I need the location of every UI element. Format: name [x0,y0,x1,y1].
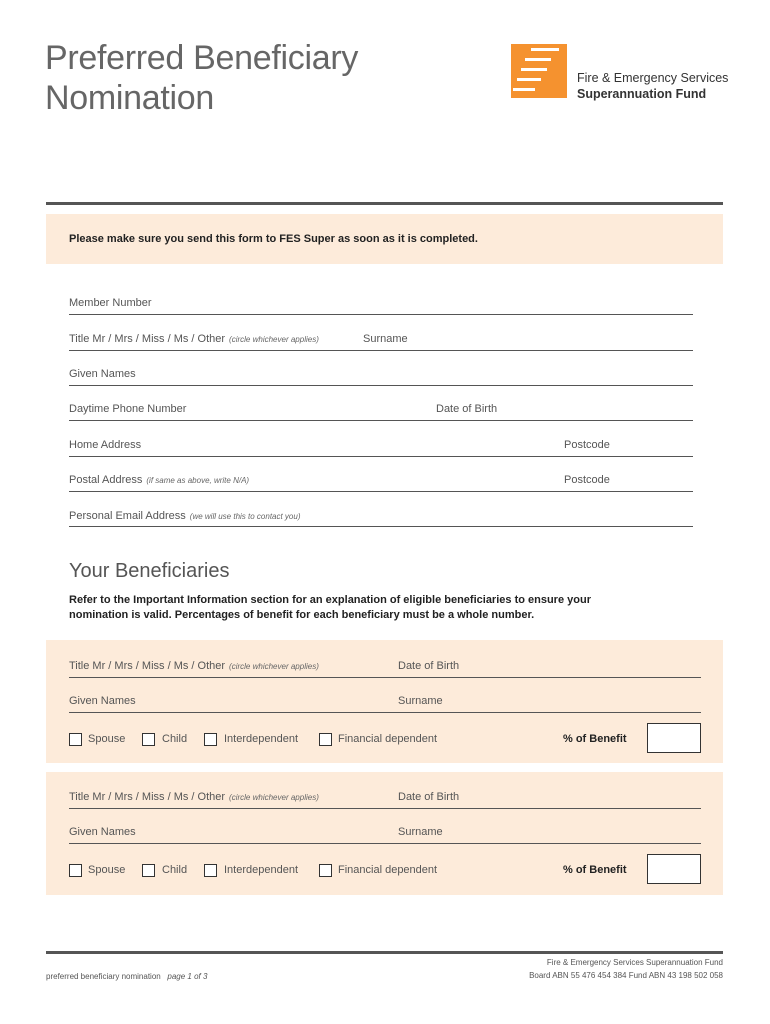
interdependent-label: Interdependent [224,733,299,745]
financial-dependent-label: Financial dependent [338,864,438,876]
beneficiary-2-title-label: Title Mr / Mrs / Miss / Ms / Other (circle whichever applies) [69,791,319,803]
footer-right: Fire & Emergency Services Superannuation Fund Board ABN 55 476 454 384 Fund ABN 43 198 502 058 [529,958,723,980]
spouse-label: Spouse [88,864,126,876]
org-name [577,70,728,102]
child-label: Child [162,864,188,876]
fes-logo-icon [511,44,567,98]
phone-dob-field[interactable] [69,420,693,421]
beneficiary-1-financial-dependent-checkbox[interactable] [319,733,332,746]
beneficiary-2-interdependent-checkbox[interactable] [204,864,217,877]
postal-address-label: Postal Address (if same as above, write N/A) [69,474,250,486]
page-title [45,38,358,118]
email-label: Personal Email Address (we will use this to contact you) [69,510,301,522]
title-line-1: Preferred Beneficiary [45,39,359,77]
org-line-2: Superannuation Fund [577,87,707,101]
beneficiary-2-name-field[interactable] [69,843,701,844]
financial-dependent-label: Financial dependent [338,733,438,745]
beneficiary-1-dob-label: Date of Birth [398,660,460,672]
beneficiary-1-title-field[interactable] [69,677,701,678]
beneficiary-2-given-names-label: Given Names [69,826,136,838]
member-title-surname-field[interactable] [69,350,693,351]
beneficiary-1-interdependent-checkbox[interactable] [204,733,217,746]
beneficiary-2-dob-label: Date of Birth [398,791,460,803]
member-given-names-label: Given Names [69,368,136,380]
member-dob-label: Date of Birth [436,403,498,415]
home-address-field[interactable] [69,456,693,457]
daytime-phone-label: Daytime Phone Number [69,403,187,415]
beneficiary-2-spouse-checkbox[interactable] [69,864,82,877]
beneficiary-1-title-label: Title Mr / Mrs / Miss / Ms / Other (circle whichever applies) [69,660,319,672]
beneficiary-1-percent-input[interactable] [647,723,701,753]
notice-text: Please make sure you send this form to FES Super as soon as it is completed. [69,233,478,245]
bottom-divider [46,951,723,954]
spouse-label: Spouse [88,733,126,745]
beneficiary-1-given-names-label: Given Names [69,695,136,707]
member-number-field[interactable] [69,314,693,315]
interdependent-label: Interdependent [224,864,299,876]
beneficiary-1-percent-label: % of Benefit [563,733,627,745]
member-surname-label: Surname [363,333,408,345]
home-address-label: Home Address [69,439,142,451]
beneficiary-2-child-checkbox[interactable] [142,864,155,877]
member-given-names-field[interactable] [69,385,693,386]
beneficiary-1-name-field[interactable] [69,712,701,713]
email-field[interactable] [69,526,693,527]
beneficiary-1-surname-label: Surname [398,695,443,707]
member-number-label: Member Number [69,297,152,309]
beneficiary-2-percent-label: % of Benefit [563,864,627,876]
beneficiary-1-child-checkbox[interactable] [142,733,155,746]
beneficiaries-heading: Your Beneficiaries [69,560,230,582]
member-title-label: Title Mr / Mrs / Miss / Ms / Other (circle whichever applies) [69,333,319,345]
org-line-1: Fire & Emergency Services [577,71,729,85]
home-postcode-label: Postcode [564,439,610,451]
beneficiaries-description: Refer to the Important Information section for an explanation of eligible beneficiaries to ensure your nomination is valid. Percentages of benefit for each beneficiary must be a whole number. [69,594,591,621]
postal-postcode-label: Postcode [564,474,610,486]
beneficiary-2-title-field[interactable] [69,808,701,809]
beneficiary-2-financial-dependent-checkbox[interactable] [319,864,332,877]
child-label: Child [162,733,188,745]
title-line-2: Nomination [45,79,214,117]
beneficiary-2-surname-label: Surname [398,826,443,838]
postal-address-field[interactable] [69,491,693,492]
beneficiary-1-spouse-checkbox[interactable] [69,733,82,746]
beneficiary-2-percent-input[interactable] [647,854,701,884]
top-divider [46,202,723,205]
footer-left: preferred beneficiary nomination page 1 of 3 [46,972,208,981]
